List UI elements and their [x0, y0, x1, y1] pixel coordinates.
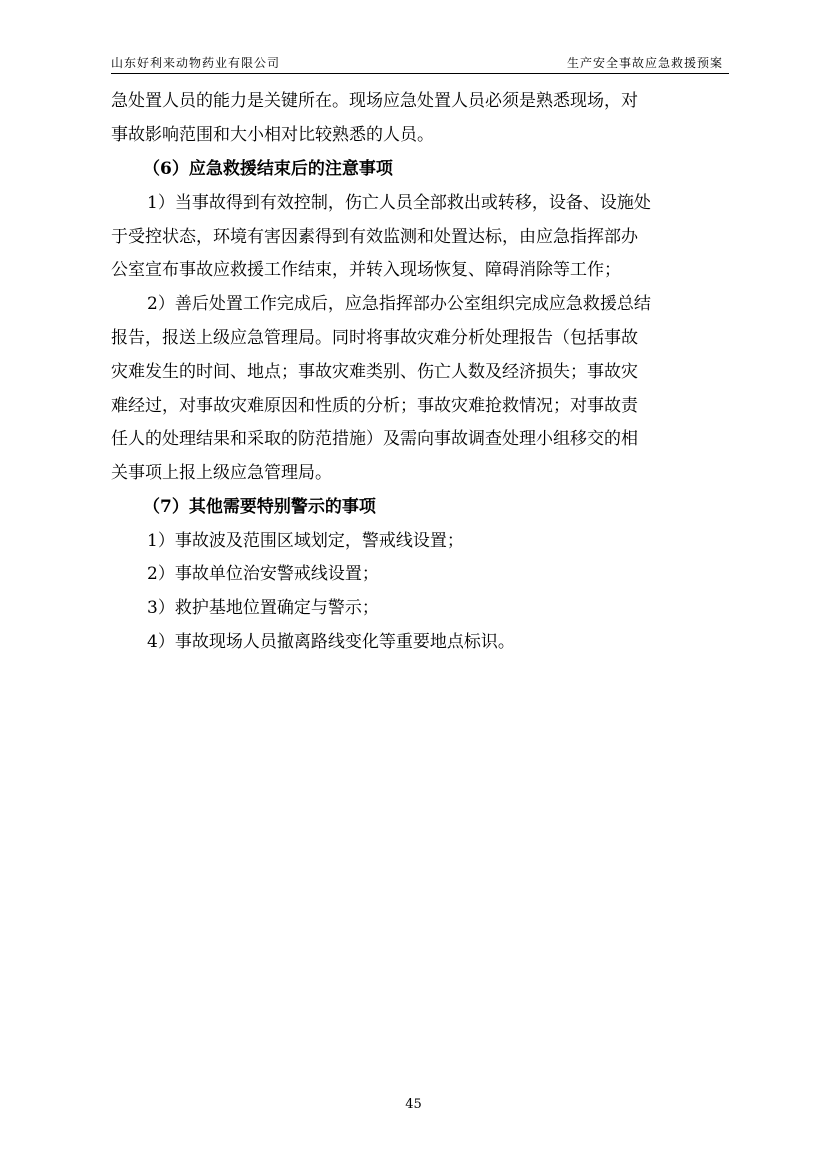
body-line-4: 于受控状态，环境有害因素得到有效监测和处置达标，由应急指挥部办: [111, 227, 638, 247]
header-company-name: 山东好利来动物药业有限公司: [111, 56, 281, 70]
page-number: 45: [405, 1097, 422, 1112]
body-line-8: 灾难发生的时间、地点；事故灾难类别、伤亡人数及经济损失；事故灾: [111, 362, 638, 382]
section-heading-6: （6）应急救援结束后的注意事项: [143, 159, 393, 179]
body-line-6: 2）善后处置工作完成后，应急指挥部办公室组织完成应急救援总结: [147, 294, 651, 314]
header-document-title: 生产安全事故应急救援预案: [566, 56, 723, 70]
body-line-9: 难经过，对事故灾难原因和性质的分析；事故灾难抢救情况；对事故责: [111, 396, 638, 416]
body-line-3: 1）当事故得到有效控制，伤亡人员全部救出或转移，设备、设施处: [147, 193, 651, 213]
body-line-2: 事故影响范围和大小相对比较熟悉的人员。: [111, 125, 434, 145]
list-item-4: 4）事故现场人员撤离路线变化等重要地点标识。: [147, 632, 515, 652]
body-line-7: 报告，报送上级应急管理局。同时将事故灾难分析处理报告（包括事故: [111, 328, 638, 348]
body-line-5: 公室宣布事故应救援工作结束，并转入现场恢复、障碍消除等工作；: [111, 260, 621, 280]
list-item-2: 2）事故单位治安警戒线设置；: [147, 564, 379, 584]
list-item-3: 3）救护基地位置确定与警示；: [147, 598, 379, 618]
body-line-10: 任人的处理结果和采取的防范措施）及需向事故调查处理小组移交的相: [111, 429, 638, 449]
header-divider: [111, 73, 729, 74]
body-line-1: 急处置人员的能力是关键所在。现场应急处置人员必须是熟悉现场，对: [111, 91, 638, 111]
list-item-1: 1）事故波及范围区域划定，警戒线设置；: [147, 531, 464, 551]
body-line-11: 关事项上报上级应急管理局。: [111, 463, 332, 483]
section-heading-7: （7）其他需要特别警示的事项: [143, 497, 376, 517]
page-header: [111, 52, 729, 74]
